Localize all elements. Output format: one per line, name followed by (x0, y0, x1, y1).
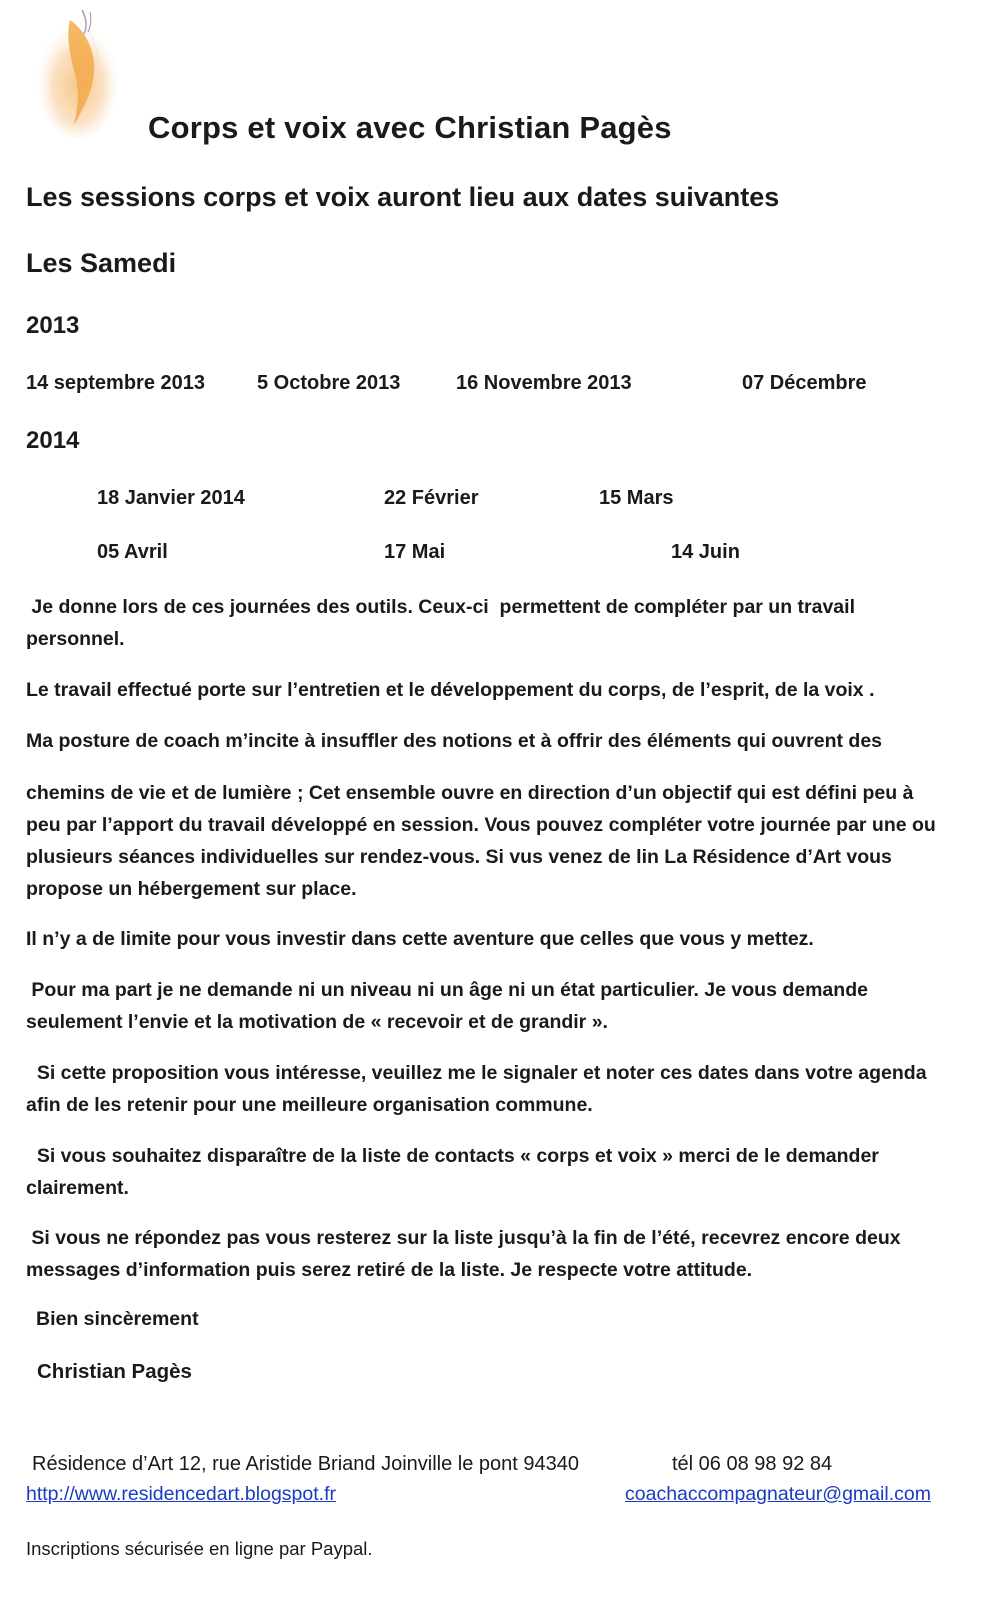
closing: Bien sincèrement (36, 1308, 199, 1330)
date-item: 16 Novembre 2013 (456, 372, 632, 394)
paragraph-paths: chemins de vie et de lumière ; Cet ensemble ouvre en direction d’un objectif qui est défini peu à peu par l’apport du travail développé en session. Vous pouvez compléter votre journée par une ou plusieurs séances individuelles sur rendez-vous. Si vus venez de lin La Résidence d’Art vous propose un hébergement sur place. (26, 782, 936, 900)
day-label: Les Samedi (26, 248, 177, 278)
email-link[interactable]: coachaccompagnateur@gmail.com (625, 1483, 931, 1505)
date-item: 17 Mai (384, 541, 446, 563)
footer-phone: tél 06 08 98 92 84 (672, 1453, 833, 1475)
date-item: 22 Février (384, 487, 479, 509)
date-item: 14 Juin (671, 541, 740, 563)
year-2014-label: 2014 (26, 427, 80, 454)
date-item: 07 Décembre (742, 372, 867, 394)
footer-address: Résidence d’Art 12, rue Aristide Briand Joinville le pont 94340 (32, 1453, 579, 1475)
date-item: 18 Janvier 2014 (97, 487, 245, 509)
paragraph-tools: Je donne lors de ces journées des outils. Ceux-ci permettent de compléter par un travail personnel. (26, 596, 855, 650)
paragraph-work: Le travail effectué porte sur l’entretien et le développement du corps, de l’esprit, de la voix . (26, 679, 875, 701)
logo-illustration (30, 0, 130, 140)
paragraph-limits: Il n’y a de limite pour vous investir dans cette aventure que celles que vous y mettez. (26, 928, 814, 950)
paragraph-no-reply: Si vous ne répondez pas vous resterez sur la liste jusqu’à la fin de l’été, recevrez encore deux messages d’information puis serez retiré de la liste. Je respecte votre attitude. (26, 1227, 901, 1281)
intro-heading: Les sessions corps et voix auront lieu aux dates suivantes (26, 182, 780, 212)
paragraph-requirements: Pour ma part je ne demande ni un niveau ni un âge ni un état particulier. Je vous demande seulement l’envie et la motivation de « recevoir et de grandir ». (26, 979, 868, 1033)
paypal-note: Inscriptions sécurisée en ligne par Paypal. (26, 1538, 373, 1559)
paragraph-interest: Si cette proposition vous intéresse, veuillez me le signaler et noter ces dates dans votre agenda afin de les retenir pour une meilleure organisation commune. (26, 1062, 927, 1116)
paragraph-posture: Ma posture de coach m’incite à insuffler des notions et à offrir des éléments qui ouvrent des (26, 730, 883, 752)
date-item: 14 septembre 2013 (26, 372, 206, 394)
paragraph-unsubscribe: Si vous souhaitez disparaître de la liste de contacts « corps et voix » merci de le demander clairement. (26, 1145, 879, 1199)
page-title: Corps et voix avec Christian Pagès (148, 110, 672, 145)
date-item: 05 Avril (97, 541, 168, 563)
website-link[interactable]: http://www.residencedart.blogspot.fr (26, 1483, 336, 1505)
date-item: 5 Octobre 2013 (257, 372, 401, 394)
date-item: 15 Mars (599, 487, 674, 509)
signature: Christian Pagès (37, 1360, 192, 1383)
year-2013-label: 2013 (26, 312, 80, 339)
